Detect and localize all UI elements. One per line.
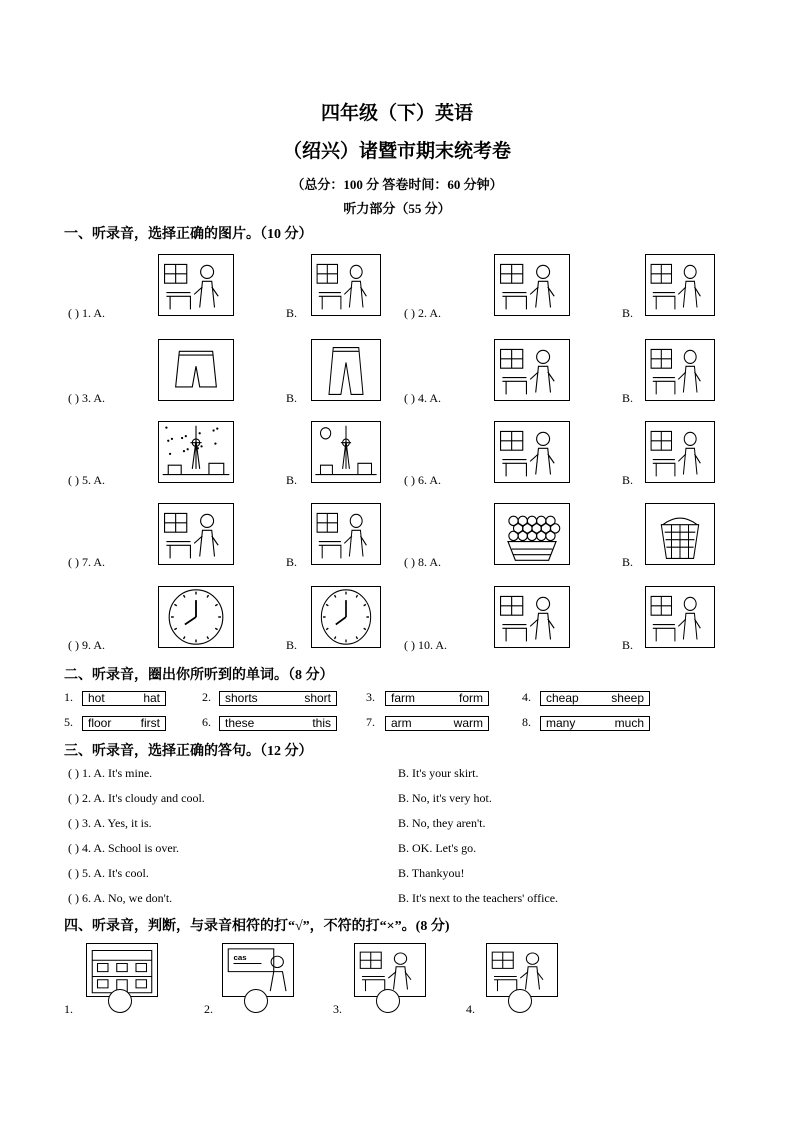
question-7-option-a-picture [158, 503, 234, 565]
shop-picture-icon [495, 587, 569, 647]
question-10-option-a-picture [494, 586, 570, 648]
section2-heading: 二、听录音，圈出你所听到的单词。（8 分） [64, 668, 334, 683]
window-people-picture-icon [495, 340, 569, 400]
word-box-2[interactable] [219, 691, 337, 706]
question-5-a-label: ( ) 5. A. [68, 473, 105, 487]
question-10-option-b-picture [645, 586, 715, 648]
word-box-1[interactable] [82, 691, 166, 706]
question-5-option-a-picture [158, 421, 234, 483]
sunny-tower-picture-icon [312, 422, 380, 482]
word-item-6-number: 6. [202, 715, 211, 729]
question-8-b-label: B. [622, 555, 634, 569]
answer-3-b: B. No, they aren't. [398, 816, 486, 830]
word-box-3[interactable] [385, 691, 489, 706]
word-option[interactable]: many [546, 716, 576, 730]
answer-circle[interactable] [108, 989, 132, 1013]
answer-2-a: ( ) 2. A. It's cloudy and cool. [68, 791, 205, 805]
section3-heading: 三、听录音，选择正确的答句。（12 分） [64, 744, 313, 759]
question-8-a-label: ( ) 8. A. [404, 555, 441, 569]
judge-item-3-number: 3. [333, 1002, 342, 1016]
answer-4-a: ( ) 4. A. School is over. [68, 841, 179, 855]
classroom-picture-icon [159, 255, 233, 315]
question-7-a-label: ( ) 7. A. [68, 555, 105, 569]
answer-6-a: ( ) 6. A. No, we don't. [68, 891, 173, 905]
shorts-picture-icon [159, 340, 233, 400]
answer-3-a: ( ) 3. A. Yes, it is. [68, 816, 152, 830]
question-1-option-a-picture [158, 254, 234, 316]
word-option[interactable]: cheap [546, 691, 579, 705]
answer-circle[interactable] [376, 989, 400, 1013]
question-5-option-b-picture [311, 421, 381, 483]
word-item-4-number: 4. [522, 690, 531, 704]
question-3-option-b-picture [311, 339, 381, 401]
question-2-option-b-picture [645, 254, 715, 316]
question-6-b-label: B. [622, 473, 634, 487]
question-3-a-label: ( ) 3. A. [68, 391, 105, 405]
section1-heading: 一、听录音，选择正确的图片。（10 分） [64, 227, 313, 242]
basket-picture-icon [646, 504, 714, 564]
word-option[interactable]: first [140, 716, 160, 730]
question-9-option-a-picture [158, 586, 234, 648]
page-title: 四年级（下）英语 [320, 103, 473, 124]
word-option[interactable]: this [312, 716, 331, 730]
word-box-4[interactable] [540, 691, 650, 706]
word-item-5-number: 5. [64, 715, 73, 729]
page-subtitle: （绍兴）诸暨市期末统考卷 [282, 141, 511, 162]
section4-heading: 四、听录音，判断，与录音相符的打“√”，不符的打“×”。(8 分) [64, 919, 450, 934]
question-2-option-a-picture [494, 254, 570, 316]
word-box-7[interactable] [385, 716, 489, 731]
question-6-a-label: ( ) 6. A. [404, 473, 441, 487]
farm-sheep-picture-icon [646, 422, 714, 482]
word-option[interactable]: much [614, 716, 644, 730]
word-item-3-number: 3. [366, 690, 375, 704]
judge-item-2-number: 2. [204, 1002, 213, 1016]
question-6-option-a-picture [494, 421, 570, 483]
question-3-b-label: B. [286, 391, 298, 405]
question-3-option-a-picture [158, 339, 234, 401]
girl-hanging-picture-icon [312, 504, 380, 564]
judge-item-4-number: 4. [466, 1002, 475, 1016]
word-box-6[interactable] [219, 716, 337, 731]
exam-info: （总分：100 分 答卷时间：60 分钟） [291, 177, 503, 192]
question-10-b-label: B. [622, 638, 634, 652]
word-option[interactable]: these [225, 716, 255, 730]
word-option[interactable]: hot [88, 691, 105, 705]
pants-picture-icon [312, 340, 380, 400]
answer-1-a: ( ) 1. A. It's mine. [68, 766, 153, 780]
question-4-option-a-picture [494, 339, 570, 401]
girl-picture-icon [646, 255, 714, 315]
question-10-a-label: ( ) 10. A. [404, 638, 447, 652]
svg-text:cas: cas [233, 953, 247, 963]
question-2-a-label: ( ) 2. A. [404, 306, 441, 320]
part-label: 听力部分（55 分） [343, 201, 451, 216]
question-9-b-label: B. [286, 638, 298, 652]
word-item-7-number: 7. [366, 715, 375, 729]
clock-picture-icon [159, 587, 233, 647]
question-1-b-label: B. [286, 306, 298, 320]
word-option[interactable]: arm [391, 716, 412, 730]
question-4-b-label: B. [622, 391, 634, 405]
word-box-5[interactable] [82, 716, 166, 731]
answer-1-b: B. It's your skirt. [398, 766, 479, 780]
word-item-2-number: 2. [202, 690, 211, 704]
question-2-b-label: B. [622, 306, 634, 320]
desk-room-picture-icon [312, 255, 380, 315]
question-9-option-b-picture [311, 586, 381, 648]
question-8-option-a-picture [494, 503, 570, 565]
farm-kids-picture-icon [495, 422, 569, 482]
question-9-a-label: ( ) 9. A. [68, 638, 105, 652]
word-item-1-number: 1. [64, 690, 73, 704]
word-option[interactable]: short [304, 691, 331, 705]
snowy-tower-picture-icon [159, 422, 233, 482]
word-option[interactable]: warm [453, 716, 483, 730]
answer-5-b: B. Thankyou! [398, 866, 465, 880]
question-1-option-b-picture [311, 254, 381, 316]
window-girl-picture-icon [646, 340, 714, 400]
shop-picture-icon [646, 587, 714, 647]
answer-circle[interactable] [244, 989, 268, 1013]
word-option[interactable]: shorts [225, 691, 258, 705]
question-4-option-b-picture [645, 339, 715, 401]
basket-buns-picture-icon [495, 504, 569, 564]
answer-6-b: B. It's next to the teachers' office. [398, 891, 559, 905]
question-1-a-label: ( ) 1. A. [68, 306, 105, 320]
clock-picture-icon [312, 587, 380, 647]
question-7-b-label: B. [286, 555, 298, 569]
girl-washing-picture-icon [159, 504, 233, 564]
word-option[interactable]: floor [88, 716, 112, 730]
word-option[interactable]: sheep [611, 691, 644, 705]
question-4-a-label: ( ) 4. A. [404, 391, 441, 405]
stairs-picture-icon [495, 255, 569, 315]
question-7-option-b-picture [311, 503, 381, 565]
answer-2-b: B. No, it's very hot. [398, 791, 492, 805]
word-item-8-number: 8. [522, 715, 531, 729]
word-option[interactable]: farm [391, 691, 415, 705]
word-box-8[interactable] [540, 716, 650, 731]
question-8-option-b-picture [645, 503, 715, 565]
question-5-b-label: B. [286, 473, 298, 487]
answer-5-a: ( ) 5. A. It's cool. [68, 866, 149, 880]
answer-4-b: B. OK. Let's go. [398, 841, 477, 855]
question-6-option-b-picture [645, 421, 715, 483]
word-option[interactable]: hat [143, 691, 160, 705]
word-option[interactable]: form [459, 691, 483, 705]
answer-circle[interactable] [508, 989, 532, 1013]
judge-item-1-number: 1. [64, 1002, 73, 1016]
